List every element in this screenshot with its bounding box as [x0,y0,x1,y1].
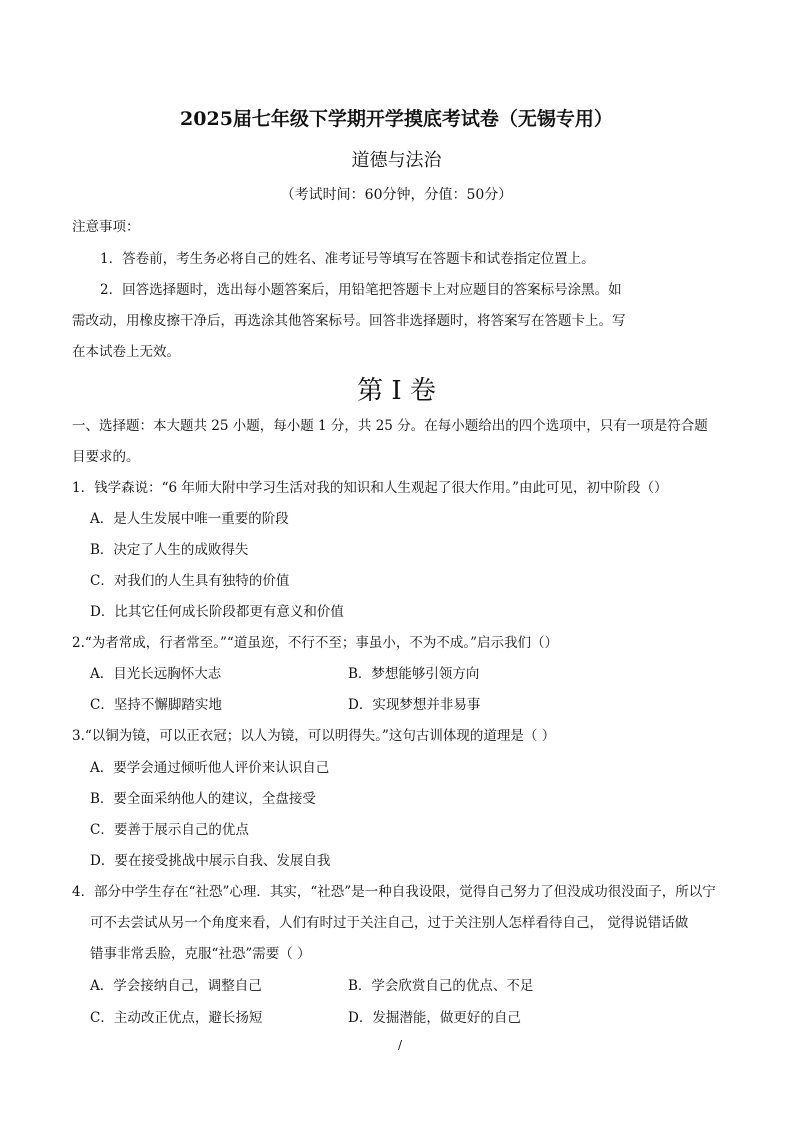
question-1-option-b: B．决定了人生的成败得失 [90,542,249,558]
notes-item-2-line-2: 需改动，用橡皮擦干净后，再选涂其他答案标号。回答非选择题时，将答案写在答题卡上。写 [72,313,626,329]
question-4-option-a: A．学会接纳自己，调整自己 [90,978,262,994]
question-2-option-d: D．实现梦想并非易事 [348,697,481,713]
question-3-option-c: C．要善于展示自己的优点 [90,822,249,838]
question-4-stem-line-2: 可不去尝试从另一个角度来看，人们有时过于关注自己，过于关注别人怎样看待自己， 觉得说错话做 [90,915,689,931]
question-3-option-a: A．要学会通过倾听他人评价来认识自己 [90,760,330,776]
question-4-option-c: C．主动改正优点，避长扬短 [90,1010,263,1026]
section-title: 第 I 卷 [357,376,436,406]
question-3-option-d: D．要在接受挑战中展示自我、发展自我 [90,853,331,869]
question-1-option-c: C．对我们的人生具有独特的价值 [90,573,290,589]
question-1-option-a: A．是人生发展中唯一重要的阶段 [90,511,289,527]
notes-item-2-line-1: 2．回答选择题时，选出每小题答案后，用铅笔把答题卡上对应题目的答案标号涂黑。如 [100,282,622,298]
question-4-option-d: D．发掘潜能，做更好的自己 [348,1010,521,1026]
question-2-option-c: C．坚持不懈脚踏实地 [90,697,222,713]
question-3-stem: 3.“以铜为镜，可以正衣冠；以人为镜，可以明得失。”这句古训体现的道理是（ ） [72,728,556,744]
exam-subject: 道德与法治 [351,150,442,171]
exam-title: 2025届七年级下学期开学摸底考试卷（无锡专用） [180,108,613,130]
notes-heading: 注意事项： [72,219,140,235]
question-3-option-b: B．要全面采纳他人的建议，全盘接受 [90,791,316,807]
question-2-option-a: A．目光长远胸怀大志 [90,666,222,682]
page-footer-mark: / [398,1038,403,1052]
notes-item-2-line-3: 在本试卷上无效。 [72,344,180,360]
notes-item-1: 1．答卷前，考生务必将自己的姓名、准考证号等填写在答题卡和试卷指定位置上。 [100,251,595,267]
section-instructions-line-1: 一、选择题：本大题共 25 小题，每小题 1 分，共 25 分。在每小题给出的四个选项中，只有一项是符合题 [72,418,708,434]
question-2-stem: 2.“为者常成，行者常至。”“道虽迩，不行不至；事虽小，不为不成。”启示我们（） [72,635,558,651]
exam-info: （考试时间：60分钟，分值：50分） [280,187,513,203]
section-instructions-line-2: 目要求的。 [72,449,140,465]
question-2-option-b: B．梦想能够引领方向 [348,666,480,682]
question-4-stem-line-1: 4．部分中学生存在“社恐”心理．其实，“社恐”是一种自我设限，觉得自己努力了但没成功很没面子，所以宁 [72,884,716,900]
question-4-option-b: B．学会欣赏自己的优点、不足 [348,978,534,994]
question-1-stem: 1．钱学森说：“6 年师大附中学习生活对我的知识和人生观起了很大作用。”由此可见，初中阶段（） [72,480,668,496]
question-1-option-d: D．比其它任何成长阶段都更有意义和价值 [90,604,344,620]
question-4-stem-line-3: 错事非常丢脸，克服“社恐”需要（ ） [90,946,311,962]
